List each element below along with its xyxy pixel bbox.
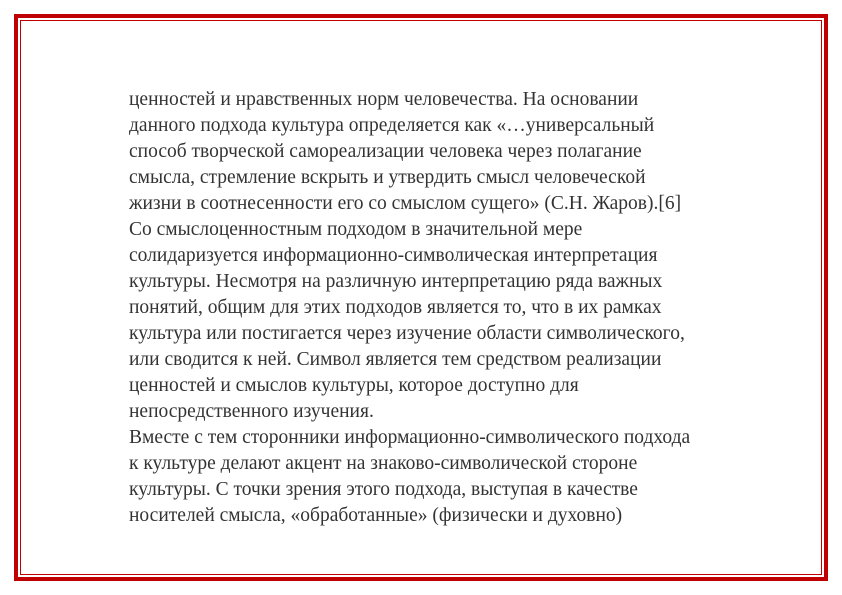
text-line: данного подхода культура определяется как «…универсальный: [129, 115, 655, 136]
text-line: или сводится к ней. Символ является тем средством реализации: [129, 349, 662, 370]
text-line: понятий, общим для этих подходов является то, что в их рамках: [129, 297, 662, 318]
text-line: Вместе с тем сторонники информационно-символического подхода: [129, 427, 691, 448]
text-line: к культуре делают акцент на знаково-символической стороне: [129, 453, 638, 474]
text-line: Со смыслоценностным подходом в значительной мере: [129, 219, 583, 240]
text-line: носителей смысла, «обработанные» (физически и духовно): [129, 505, 623, 526]
text-line: культура или постигается через изучение области символического,: [129, 323, 685, 344]
text-line: смысла, стремление вскрыть и утвердить смысл человеческой: [129, 167, 646, 188]
text-line: жизни в соотнесенности его со смыслом сущего» (С.Н. Жаров).[6]: [129, 193, 682, 214]
text-line: способ творческой самореализации человека через полагание: [129, 141, 642, 162]
text-line: ценностей и смыслов культуры, которое доступно для: [129, 375, 579, 396]
text-line: солидаризуется информационно-символическая интерпретация: [129, 245, 658, 266]
text-line: культуры. Несмотря на различную интерпретацию ряда важных: [129, 271, 663, 292]
slide-text: [129, 87, 779, 529]
text-line: культуры. С точки зрения этого подхода, выступая в качестве: [129, 479, 638, 500]
text-line: непосредственного изучения.: [129, 401, 374, 422]
text-line: ценностей и нравственных норм человечества. На основании: [129, 89, 639, 110]
